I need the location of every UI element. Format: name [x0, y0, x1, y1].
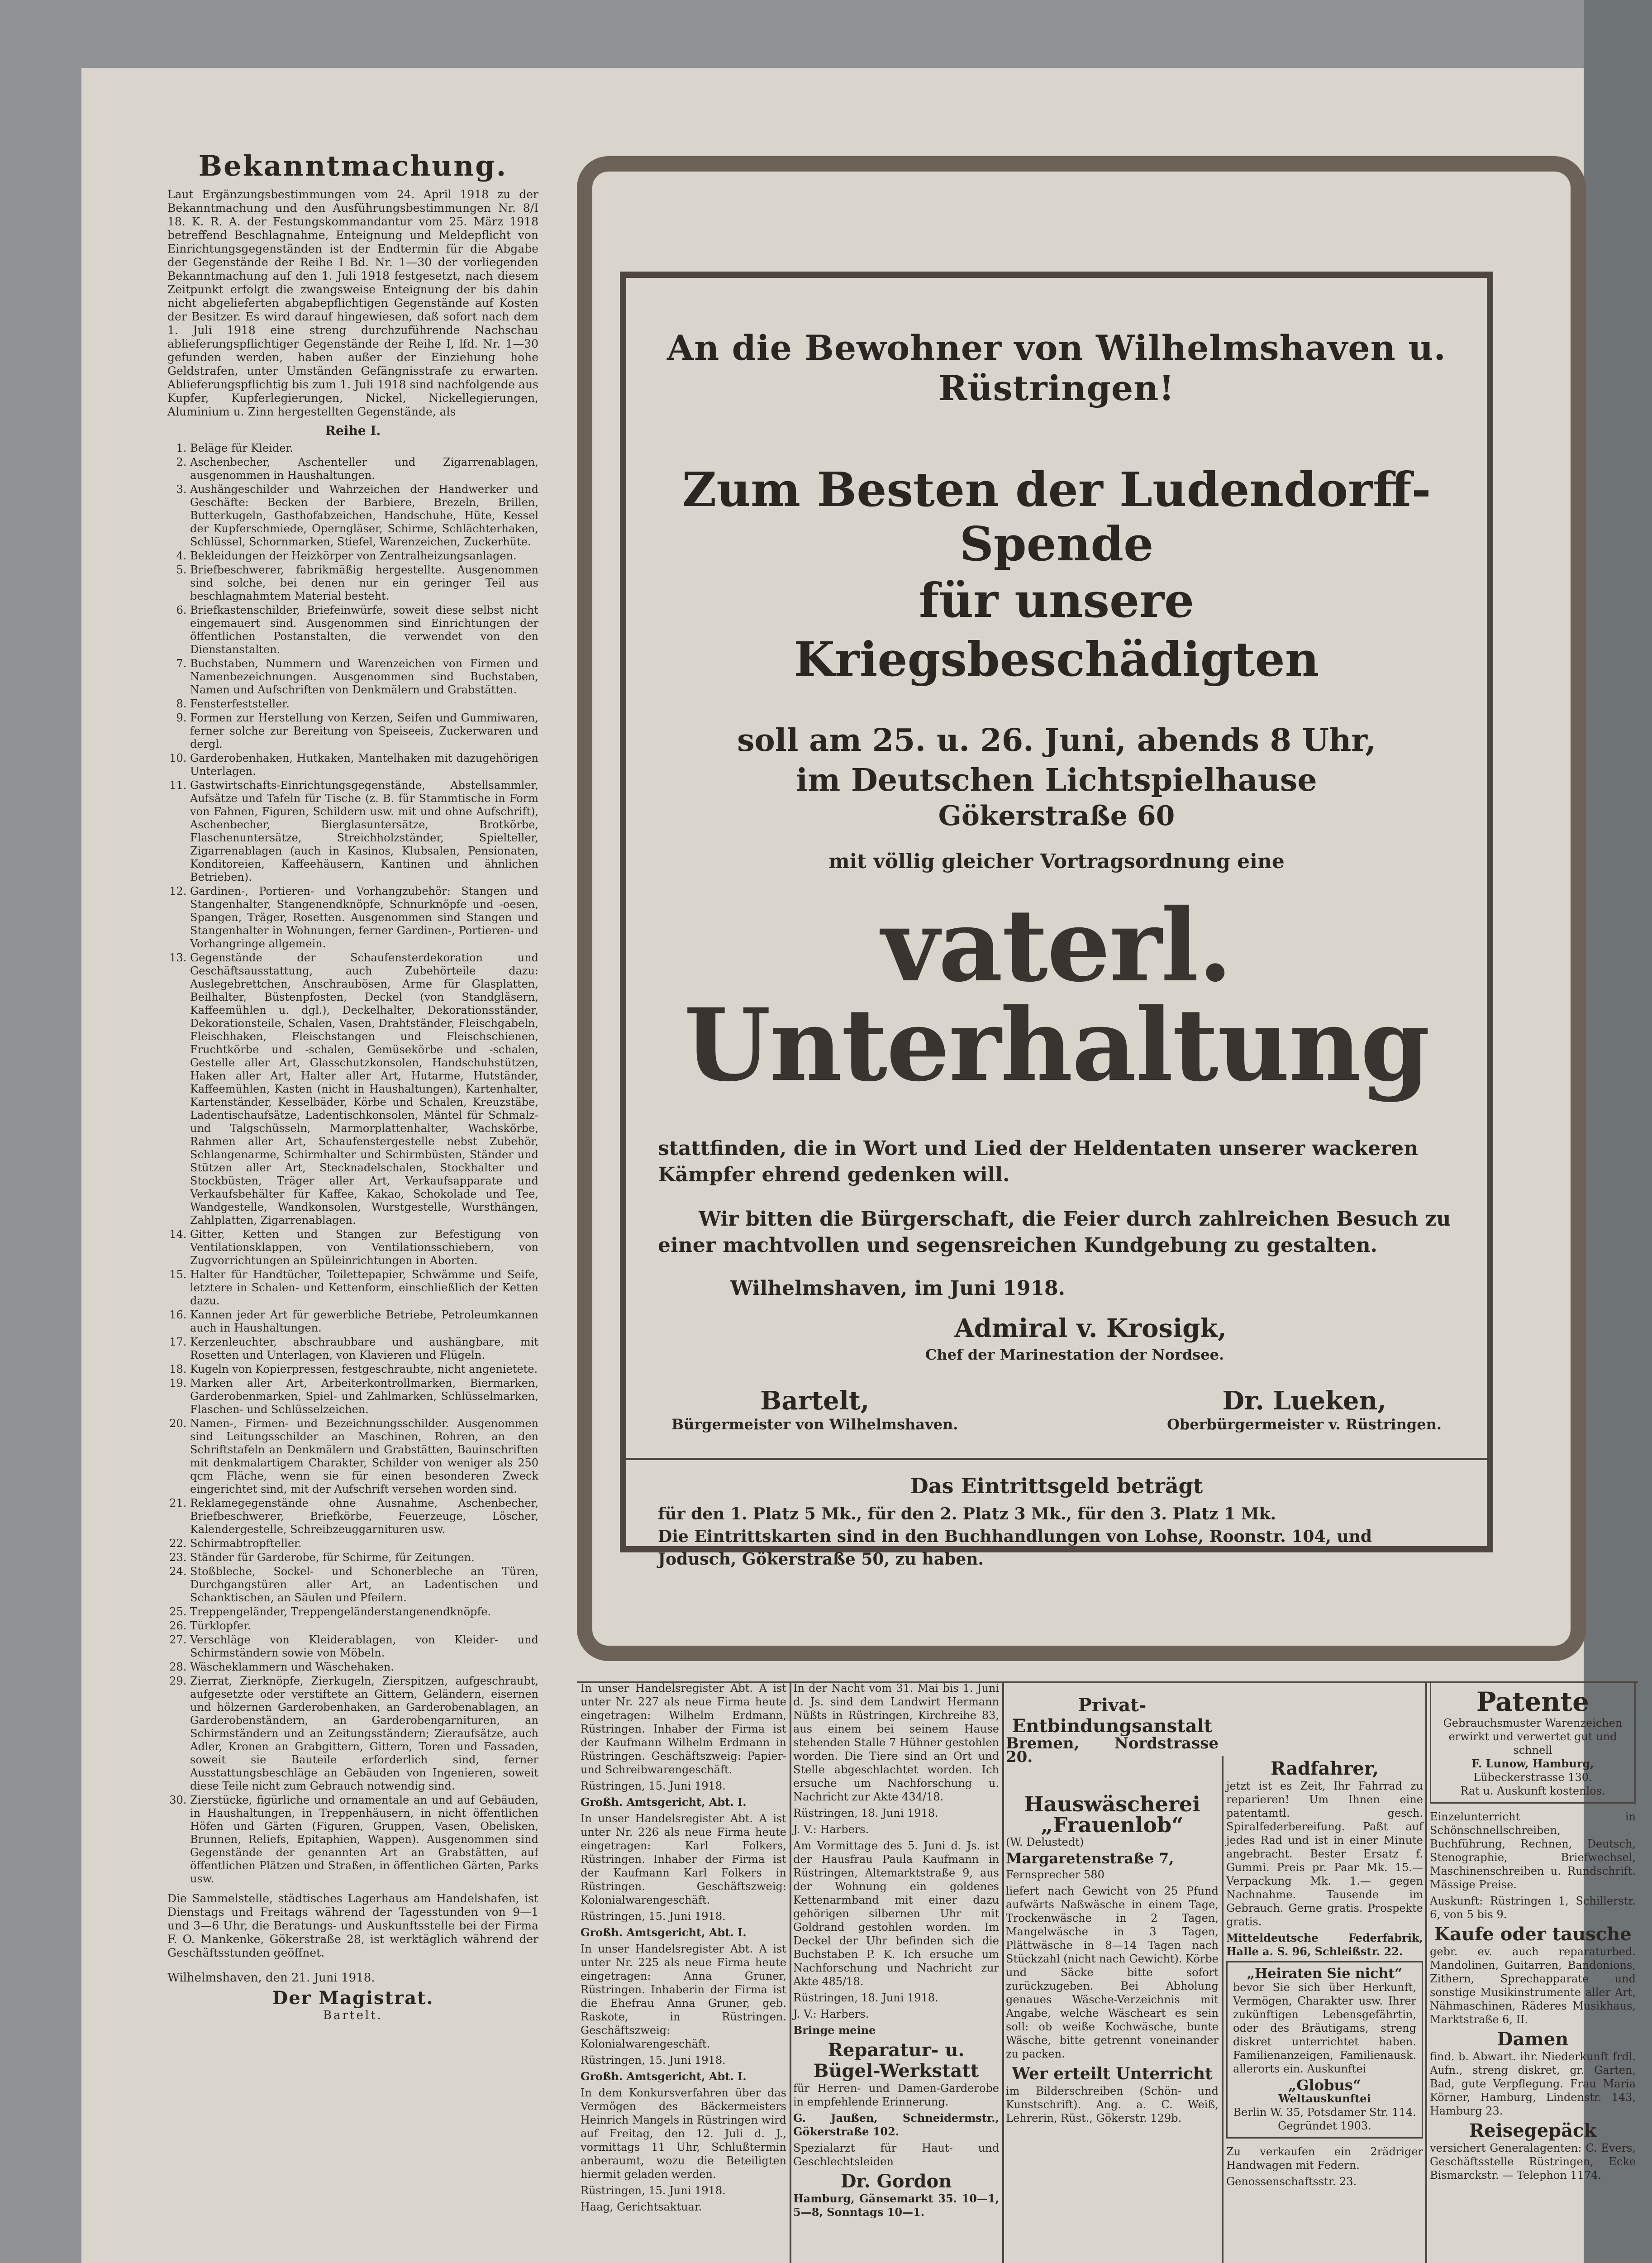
list-item: 28. Wäscheklammern und Wäschehaken.: [190, 1661, 538, 1674]
list-item: 23. Ständer für Garderobe, für Schirme, für Zeitungen.: [190, 1551, 538, 1564]
theft-notice-chickens-sig: J. V.: Harbers.: [793, 1823, 869, 1836]
list-item: 2. Aschenbecher, Aschenteller und Zigarrenablagen, ausgenommen in Haushaltungen.: [190, 456, 538, 482]
list-item: 18. Kugeln von Kopierpressen, festgeschraubte, nicht angenietete.: [190, 1363, 538, 1376]
lessons-ad-headline: Wer erteilt Unterricht: [1012, 2064, 1213, 2083]
tailor-ad-headline: Reparatur- u. Bügel-Werkstatt: [813, 2039, 979, 2082]
list-item: 15. Halter für Handtücher, Toilettepapier, Schwämme und Seife, letztere in Schalen- und Kettenform, einschließlich der Ketten dazu.: [190, 1268, 538, 1308]
signature-right: [1167, 1386, 1442, 1433]
tutoring-ad-contact: Auskunft: Rüstringen 1, Schillerstr. 6, von 5 bis 9.: [1430, 1895, 1636, 1921]
announcement-intro: Laut Ergänzungsbestimmungen vom 24. April 1918 zu der Bekanntmachung und den Ausführungsbestimmungen Nr. 8/I 18. K. R. A. der Festungskommandantur vom 25. März 1918 betreffend Beschlagnahme, Enteignung und Meldepflicht von Einrichtungsgegenständen ist der Endtermin für die Abgabe der Gegenstände der Reihe I Bd. Nr. 1—30 der vorliegenden Bekanntmachung auf den 1. Juli 1918 festgesetzt, nach diesem Zeitpunkt erfolgt die zwangsweise Enteignung der bis dahin nicht abgelieferten abgabepflichtigen Gegenstände auf Kosten der Besitzer. Es wird darauf hingewiesen, daß sofort nach dem 1. Juli 1918 eine streng durchzuführende Nachschau ablieferungspflichtiger Gegenstände der Reihe I, lfd. Nr. 1—30 gefunden werden, haben außer der Einziehung hohe Geldstrafen, unter Umständen Gefängnisstrafe zu erwarten. Ablieferungspflichtig bis zum 1. Juli 1918 sind nachfolgende aus Kupfer, Kupferlegierungen, Nickel, Nickellegierungen, Aluminium u. Zinn hergestellten Gegenstände, als: [167, 188, 538, 418]
theft-notice-bracelet-sig: J. V.: Harbers.: [793, 2008, 869, 2020]
marriage-ad-text: bevor Sie sich über Herkunft, Vermögen, Charakter usw. Ihrer zukünftigen Lebensgefährtin, oder des Bräutigams, streng diskret unterrichtet haben. Familienanzeigen, Familienausk. allerorts ein. Auskunftei: [1233, 1981, 1416, 2075]
entry-fee-prices: für den 1. Platz 5 Mk., für den 2. Platz 3 Mk., für den 3. Platz 1 Mk.: [658, 1504, 1276, 1523]
list-item: 24. Stoßbleche, Sockel- und Schonerbleche an Türen, Durchgangstüren aller Art, an Ladentischen und Schanktischen, an Säulen und Pfeilern.: [190, 1565, 538, 1604]
list-item: 6. Briefkastenschilder, Briefeinwürfe, soweit diese selbst nicht eingemauert sind. Ausgenommen sind Einrichtungen der öffentlichen Postanstalten, die verwendet von den Dienstanstalten.: [190, 604, 538, 656]
luggage-ad-headline: Reisegepäck: [1469, 2120, 1597, 2141]
doctor-ad-address: Hamburg, Gänsemarkt 35. 10—1, 5—8, Sonntags 10—1.: [793, 2192, 999, 2219]
notice-title-line-2: für unsere Kriegsbeschädigten: [794, 573, 1319, 687]
maternity-ad-headline: Privat-Entbindungsanstalt: [1012, 1695, 1213, 1737]
register-entry-gruner-court: Großh. Amtsgericht, Abt. I.: [581, 2070, 747, 2083]
theft-notice-chickens-date: Rüstringen, 18. Juni 1918.: [793, 1807, 938, 1819]
doctor-ad-name: Dr. Gordon: [840, 2171, 952, 2192]
list-item: 13. Gegenstände der Schaufensterdekoration und Geschäftsausstattung, auch Zubehörteile dazu: Auslegebrettchen, Anschraubösen, Arme für Glasplatten, Beilhalter, Büstenpfosten, Deckel (von Standgläsern, Kaffeemühlen u. dgl.), Deckelhalter, Dekorationsständer, Dekorationsteile, Schalen, Vasen, Drahtständer, Fleischgabeln, Fleischhaken, Fleischstangen und Fleischschienen, Fruchtkörbe und -schalen, Gemüsekörbe und -schalen, Gestelle aller Art, Glasschutzkonsolen, Handschuhstützen, Haken aller Art, Halter aller Art, Hutarme, Hutständer, Kaffeemühlen, Kasten (nicht in Haushaltungen), Kartenhalter, Kartenständer, Kesselbäder, Körbe und Schalen, Kreuzstäbe, Ladentischaufsätze, Ladentischkonsolen, Mäntel für Schmalz- und Talgschüsseln, Marmorplattenhalter, Wachskörbe, Rahmen aller Art, Schaufenstergestelle nebst Zubehör, Schlangenarme, Schirmhalter und Schirmbüsten, Ständer und Stützen aller Art, Stecknadelschalen, Stockhalter und Stockbüsten, Träger aller Art, Verkaufsapparate und Verkaufsbehälter für Kaffee, Kakao, Schokolade und Tee, Wandgestelle, Wandkonsolen, Wurstgestelle, Wursthängen, Zahlplatten, Zigarrenablagen.: [190, 951, 538, 1227]
instrument-ad-headline: Kaufe oder tausche: [1434, 1924, 1632, 1945]
list-item: 22. Schirmabtropfteller.: [190, 1537, 538, 1550]
list-item: 19. Marken aller Art, Arbeiterkontrollmarken, Biermarken, Garderobenmarken, Spiel- und Zahlmarken, Schlüsselmarken, Flaschen- und Schlüsselzeichen.: [190, 1377, 538, 1416]
signature-right-title: Oberbürgermeister v. Rüstringen.: [1167, 1416, 1442, 1433]
notice-date-time: soll am 25. u. 26. Juni, abends 8 Uhr,: [737, 722, 1376, 759]
item-list: [167, 442, 538, 1886]
bankruptcy-notice-date: Rüstringen, 15. Juni 1918.: [581, 2184, 726, 2197]
notice-title-line-1: Zum Besten der Ludendorff-Spende: [682, 462, 1431, 572]
patent-ad-box: [1430, 1681, 1636, 1804]
cyclist-ad-text: jetzt ist es Zeit, Ihr Fahrrad zu reparieren! Um Ihnen eine patentamtl. gesch. Spiralfederbereifung. Paßt auf jedes Rad und ist in einer Minute angebracht. Bester Ersatz f. Gummi. Preis pr. Paar Mk. 15.— Verpackung Mk. 1.— gegen Nachnahme. Tausende im Gebrauch. Gerne gratis. Prospekte gratis.: [1226, 1780, 1423, 1928]
notice-paragraph-2: Wir bitten die Bürgerschaft, die Feier durch zahlreichen Besuch zu einer machtvollen und segensreichen Kundgebung zu gestalten.: [658, 1208, 1451, 1257]
series-heading: Reihe I.: [325, 423, 381, 438]
laundry-ad-text: liefert nach Gewicht von 25 Pfund aufwärts Naßwäsche in einem Tage, Trockenwäsche in 2 Tagen, Mangelwäsche in 3 Tagen, Plättwäsche in 8—14 Tagen nach Stückzahl (nicht nach Gewicht). Körbe und Säcke bitte sofort zurückzugeben. Bei Abholung genaues Wäsche-Verzeichnis mit Angabe, welche Wäscheart es sein soll: ob weiße Kochwäsche, bunte Wäsche, bitte getrennt voneinander zu packen.: [1006, 1885, 1219, 2060]
register-entry-folkers-date: Rüstringen, 15. Juni 1918.: [581, 1910, 726, 1923]
register-entry-erdmann-date: Rüstringen, 15. Juni 1918.: [581, 1780, 726, 1792]
theft-notice-bracelet: Am Vormittage des 5. Juni d. Js. ist der Hausfrau Paula Kaufmann in Rüstringen, Altemarktstraße 9, aus der Wohnung ein goldenes Kettenarmband mit einer dazu gehörigen silbernen Uhr mit Goldrand gestohlen worden. Im Deckel der Uhr befinden sich die Buchstaben P. K. Ich ersuche um Nachforschung und Nachricht zur Akte 485/18.: [793, 1839, 999, 1988]
list-item: 26. Türklopfer.: [190, 1619, 538, 1633]
register-entry-folkers-court: Großh. Amtsgericht, Abt. I.: [581, 1926, 747, 1939]
list-item: 17. Kerzenleuchter, abschraubbare und aushängbare, mit Rosetten und Unterlagen, von Klavieren und Flügeln.: [190, 1336, 538, 1362]
list-item: 10. Garderobenhaken, Hutkaken, Mantelhaken mit dazugehörigen Unterlagen.: [190, 752, 538, 778]
announcement-date: Wilhelmshaven, den 21. Juni 1918.: [167, 1971, 375, 1985]
list-item: 29. Zierrat, Zierknöpfe, Zierkugeln, Zierspitzen, aufgeschraubt, aufgesetzte oder verstiftete an Gittern, Geländern, eisernen und hölzernen Garderobenhaken, an Garderobenablagen, an Garderobenständern, an Garderobengarnituren, an Schirmständern und an Zeitungsständern; Zieraufsätze, auch Adler, Kronen an Grabgittern, Gittern, Toren und Fassaden, soweit sie Bauteile erforderlich sind, ferner Ausstattungsbeschläge an Gebäuden von Ingenieren, soweit diese Teile nicht zum Gebrauch notwendig sind.: [190, 1675, 538, 1793]
patent-ad-address: Lübeckerstrasse 130.: [1473, 1771, 1592, 1784]
marriage-ad-headline: „Heiraten Sie nicht“: [1247, 1966, 1403, 1981]
patent-ad-name: F. Lunow, Hamburg,: [1471, 1757, 1594, 1770]
classified-ads: [577, 1681, 1638, 2263]
laundry-ad-address: Margaretenstraße 7,: [1006, 1850, 1174, 1867]
notice-venue: im Deutschen Lichtspielhause: [796, 762, 1317, 798]
notice-signatory-admiral: Admiral v. Krosigk,: [954, 1313, 1227, 1343]
register-entry-folkers: In unser Handelsregister Abt. A ist unter Nr. 226 als neue Firma heute eingetragen: Karl Folkers, Rüstringen. Inhaber der Firma ist der Kaufmann Karl Folkers in Rüstringen. Geschäftszweig: Kolonialwarengeschäft.: [581, 1812, 786, 1906]
list-item: 3. Aushängeschilder und Wahrzeichen der Handwerker und Geschäfte: Becken der Barbiere, Brezeln, Brillen, Butterkugeln, Gasthofabzeichen, Handschuhe, Hüte, Kessel der Kupferschmiede, Operngläser, Schirme, Schlächterhaken, Schlüssel, Schornmarken, Stiefel, Warenzeichen, Zuckerhüte.: [190, 483, 538, 549]
patent-ad-subtitle: Gebrauchsmuster Warenzeichen: [1443, 1717, 1623, 1729]
signature-left-name: Bartelt,: [760, 1386, 870, 1416]
notice-divider: [626, 1458, 1487, 1460]
notice-dateline: Wilhelmshaven, im Juni 1918.: [730, 1277, 1065, 1300]
list-item: 11. Gastwirtschafts-Einrichtungsgegenstände, Abstellsammler, Aufsätze und Tafeln für Tische (z. B. für Stammtische in Form von Fahnen, Figuren, Schildern usw. mit und ohne Aufschrift), Aschenbecher, Bierglasuntersätze, Brotkörbe, Flaschenuntersätze, Streichholzständer, Spielteller, Zigarrenablagen (auch in Kasinos, Klubsalen, Pensionaten, Konditoreien, Kaffeehäusern, Kantinen und ähnlichen Betrieben).: [190, 779, 538, 884]
laundry-ad-owner: (W. Delustedt): [1006, 1836, 1084, 1848]
laundry-ad-phone: Fernsprecher 580: [1006, 1868, 1105, 1881]
ladies-ad-text: find. b. Abwart. ihr. Niederkunft frdl. Aufn., streng diskret, gr. Garten, Bad, gute Verpflegung. Frau Maria Körner, Hamburg, Lindenstr. 143, Hamburg 23.: [1430, 2050, 1636, 2117]
register-entry-erdmann: In unser Handelsregister Abt. A ist unter Nr. 227 als neue Firma heute eingetragen: Wilhelm Erdmann, Rüstringen. Inhaber der Firma ist der Kaufmann Wilhelm Erdmann in Rüstringen. Geschäftszweig: Papier- und Schreibwarengeschäft.: [581, 1682, 786, 1776]
notice-signatory-admiral-title: Chef der Marinestation der Nordsee.: [925, 1346, 1224, 1363]
list-item: 7. Buchstaben, Nummern und Warenzeichen von Firmen und Namenbezeichnungen. Ausgenommen sind Buchstaben, Namen und Aufschriften von Denkmälern und Grabstätten.: [190, 657, 538, 697]
notice-signatures-row: [658, 1386, 1455, 1433]
list-item: 21. Reklamegegenstände ohne Ausnahme, Aschenbecher, Briefbeschwerer, Briefkörbe, Feuerzeuge, Löscher, Kalendergestelle, Schreibzeuggarnituren usw.: [190, 1497, 538, 1536]
bankruptcy-notice-sig: Haag, Gerichtsaktuar.: [581, 2201, 702, 2213]
entry-fee-heading: Das Eintrittsgeld beträgt: [910, 1474, 1203, 1498]
theft-notice-chickens: In der Nacht vom 31. Mai bis 1. Juni d. Js. sind dem Landwirt Hermann Nüßts in Rüstringen, Kirchreihe 83, aus einem bei seinem Hause stehenden Stalle 7 Hühner gestohlen worden. Die Tiere sind an Ort und Stelle abgeschlachtet worden. Ich ersuche um Nachforschung u. Nachricht zur Akte 434/18.: [793, 1682, 999, 1803]
laundry-ad-headline: Hauswäscherei „Frauenlob“: [1024, 1792, 1200, 1837]
tailor-ad-sig: G. Jaußen, Schneidermstr., Gökerstraße 102.: [793, 2111, 999, 2138]
list-item: 8. Fensterfeststeller.: [190, 697, 538, 711]
signature-right-name: Dr. Lueken,: [1222, 1386, 1386, 1416]
theft-notice-bracelet-date: Rüstringen, 18. Juni 1918.: [793, 1991, 938, 2004]
lessons-ad-text: im Bilderschreiben (Schön- und Kunstschrift). Ang. a. C. Weiß, Lehrerin, Rüst., Gökerstr. 129b.: [1006, 2085, 1219, 2125]
cyclist-ad-sig: Mitteldeutsche Federfabrik, Halle a. S. 96, Schleißstr. 22.: [1226, 1931, 1423, 1958]
notice-program-note: mit völlig gleicher Vortragsordnung eine: [828, 850, 1285, 873]
tailor-ad-intro: Bringe meine: [793, 2024, 876, 2037]
luggage-ad-text: versichert Generalagenten: C. Evers, Geschäftsstelle Rüstringen, Ecke Bismarckstr. — Telephon 1174.: [1430, 2142, 1636, 2182]
list-item: 9. Formen zur Herstellung von Kerzen, Seifen und Gummiwaren, ferner solche zur Bereitung von Speiseeis, Zuckerwaren und dergl.: [190, 711, 538, 751]
tutoring-ad-text: Einzelunterricht in Schönschnellschreiben, Buchführung, Rechnen, Deutsch, Stenographie, Briefwechsel, Maschinenschreiben u. Rundschrift. Mässige Preise.: [1430, 1810, 1636, 1891]
list-item: 16. Kannen jeder Art für gewerbliche Betriebe, Petroleumkannen auch in Haushaltungen.: [190, 1308, 538, 1335]
patent-ad-text: erwirkt und verwertet gut und schnell: [1448, 1730, 1617, 1757]
ads-column-3: [1006, 1681, 1219, 2128]
doctor-ad-specialty: Spezialarzt für Haut- und Geschlechtsleiden: [793, 2142, 999, 2168]
list-item: 4. Bekleidungen der Heizkörper von Zentralheizungsanlagen.: [190, 549, 538, 563]
entry-fee-tickets: Die Eintrittskarten sind in den Buchhandlungen von Lohse, Roonstr. 104, und Jodusch, Gökerstraße 50, zu haben.: [658, 1527, 1372, 1569]
announcement-title: Bekanntmachung.: [198, 149, 508, 182]
cyclist-ad-headline: Radfahrer,: [1271, 1758, 1379, 1779]
maternity-ad-address: Bremen, Nordstrasse 20.: [1006, 1734, 1219, 1766]
handcart-ad-text: Zu verkaufen ein 2rädriger Handwagen mit Federn.: [1226, 2145, 1423, 2172]
marriage-ad-subtitle: Weltauskunftei: [1278, 2092, 1371, 2105]
tailor-ad-text: für Herren- und Damen-Garderobe in empfehlende Erinnerung.: [793, 2082, 999, 2108]
handcart-ad-address: Genossenschaftsstr. 23.: [1226, 2175, 1357, 2188]
ads-column-2: [793, 1681, 999, 2222]
patent-ad-note: Rat u. Auskunft kostenlos.: [1460, 1785, 1605, 1797]
signature-left: [671, 1386, 958, 1433]
announcement-column: [167, 149, 538, 2263]
marriage-ad-founded: Gegründet 1903.: [1278, 2120, 1371, 2132]
list-item: 5. Briefbeschwerer, fabrikmäßig hergestellte. Ausgenommen sind solche, bei denen nur ein geringer Teil aus beschlagnahmtem Material besteht.: [190, 563, 538, 603]
register-entry-gruner: In unser Handelsregister Abt. A ist unter Nr. 225 als neue Firma heute eingetragen: Anna Gruner, Rüstringen. Inhaberin der Firma ist die Ehefrau Anna Gruner, geb. Raskote, in Rüstringen. Geschäftszweig: Kolonialwarengeschäft.: [581, 1943, 786, 2050]
notice-event-name: vaterl. Unterhaltung: [684, 887, 1429, 1103]
notice-headline: An die Bewohner von Wilhelmshaven u. Rüstringen!: [667, 328, 1447, 408]
announcement-signature-name: Bartelt.: [323, 2009, 383, 2022]
list-item: 12. Gardinen-, Portieren- und Vorhangzubehör: Stangen und Stangenhalter, Stangenendknöpfe, Schnurknöpfe und -oesen, Spangen, Träger, Rosetten. Ausgenommen sind Stangen und Stangenhalter in Wohnungen, ferner Gardinen-, Portieren- und Vorhangringe allgemein.: [190, 885, 538, 950]
ads-column-4: [1226, 1681, 1423, 2191]
announcement-outro: Die Sammelstelle, städtisches Lagerhaus am Handelshafen, ist Dienstags und Freitags während der Tagesstunden von 9—1 und 3—6 Uhr, die Beratungs- und Auskunftsstelle bei der Firma F. O. Mankenke, Gökerstraße 28, ist werktäglich während der Geschäftsstunden geöffnet.: [167, 1892, 538, 1959]
notice-address: Gökerstraße 60: [938, 800, 1175, 832]
announcement-signature-office: Der Magistrat.: [272, 1987, 434, 2009]
list-item: 25. Treppengeländer, Treppengeländerstangenendknöpfe.: [190, 1605, 538, 1618]
ladies-ad-headline: Damen: [1497, 2029, 1569, 2050]
register-entry-erdmann-court: Großh. Amtsgericht, Abt. I.: [581, 1795, 747, 1809]
list-item: 27. Verschläge von Kleiderablagen, von Kleider- und Schirmständern sowie von Möbeln.: [190, 1633, 538, 1660]
notice-paragraph-1: stattfinden, die in Wort und Lied der Heldentaten unserer wackeren Kämpfer ehrend gedenken will.: [658, 1137, 1419, 1186]
instrument-ad-text: gebr. ev. auch reparaturbed. Mandolinen, Guitarren, Bandonions, Zithern, Sprechapparate und sonstige Musikinstrumente aller Art, Nähmaschinen, Räderes Musikhaus, Marktstraße 6, II.: [1430, 1945, 1636, 2026]
list-item: 20. Namen-, Firmen- und Bezeichnungsschilder. Ausgenommen sind Leitungsschilder an Maschinen, Rohren, an den Schriftstafeln an Denkmälern und Grabstätten, Bauinschriften mit denkmalartigem Charakter, Schilder von weniger als 250 qcm Fläche, wenn sie für einen besonderen Zweck eingerichtet sind, mit der Aufschrift versehen worden sind.: [190, 1417, 538, 1496]
marriage-ad-box: [1226, 1961, 1423, 2139]
ads-column-1: [581, 1681, 786, 2216]
list-item: 14. Gitter, Ketten und Stangen zur Befestigung von Ventilationsklappen, von Ventilationsschiebern, von Zugvorrichtungen an Spüleinrichtungen in Aborten.: [190, 1228, 538, 1267]
patent-ad-headline: Patente: [1476, 1686, 1590, 1717]
list-item: 30. Zierstücke, figürliche und ornamentale an und auf Gebäuden, in Haushaltungen, in Treppenhäusern, in nicht öffentlichen Höfen und Gärten (Figuren, Gruppen, Vasen, Obelisken, Brunnen, Reliefs, Epitaphien, Wappen). Ausgenommen sind Gegenstände der genannten Art an Grabstätten, auf öffentlichen Plätzen und Straßen, in öffentlichen Gärten, Parks usw.: [190, 1794, 538, 1886]
marriage-ad-address: Berlin W. 35, Potsdamer Str. 114.: [1233, 2106, 1416, 2119]
event-notice: [620, 272, 1493, 1569]
bankruptcy-notice: In dem Konkursverfahren über das Vermögen des Bäckermeisters Heinrich Mangels in Rüstringen wird auf Freitag, den 12. Juli d. J., vormittags 11 Uhr, Schlußtermin anberaumt, wozu die Beteiligten hiermit geladen werden.: [581, 2086, 786, 2181]
register-entry-gruner-date: Rüstringen, 15. Juni 1918.: [581, 2054, 726, 2067]
list-item: 1. Beläge für Kleider.: [190, 442, 538, 455]
signature-left-title: Bürgermeister von Wilhelmshaven.: [671, 1416, 958, 1433]
ads-column-5: [1430, 1681, 1636, 2185]
marriage-ad-company: „Globus“: [1288, 2077, 1362, 2094]
